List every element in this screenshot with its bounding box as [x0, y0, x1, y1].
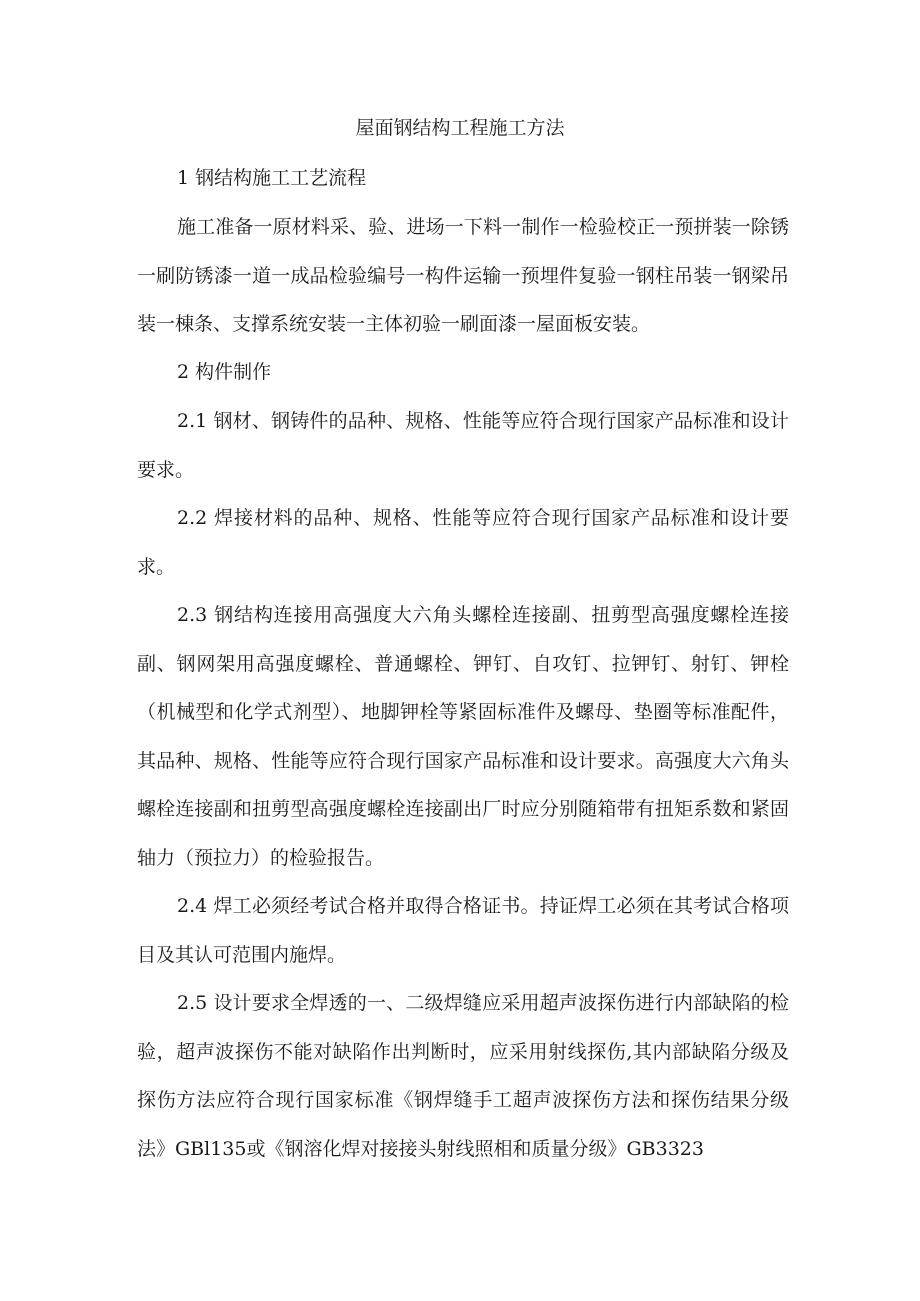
- section-2-heading: 2 构件制作: [177, 361, 272, 383]
- item-2-2: 2.2 焊接材料的品种、规格、性能等应符合现行国家产品标准和设计要求。: [137, 507, 789, 578]
- item-2-4: 2.4 焊工必须经考试合格并取得合格证书。持证焊工必须在其考试合格项目及其认可范围内施焊。: [137, 895, 789, 966]
- section-1-heading: 1 钢结构施工工艺流程: [177, 167, 367, 189]
- document-title: 屋面钢结构工程施工方法: [355, 117, 565, 139]
- item-2-3: 2.3 钢结构连接用高强度大六角头螺栓连接副、扭剪型高强度螺栓连接副、钢网架用高强度螺栓、普通螺栓、钾钉、自攻钉、拉钾钉、射钉、钾栓（机械型和化学式剂型）、地脚钾栓等紧固标准件及螺母、垫圈等标准配件，其品种、规格、性能等应符合现行国家产品标准和设计要求。高强度大六角头螺栓连接副和扭剪型高强度螺栓连接副出厂时应分别随箱带有扭矩系数和紧固轴力（预拉力）的检验报告。: [137, 604, 789, 869]
- item-2-1: 2.1 钢材、钢铸件的品种、规格、性能等应符合现行国家产品标准和设计要求。: [137, 410, 789, 481]
- section-1-body: 施工准备一原材料采、验、进场一下料一制作一检验校正一预拼装一除锈一刷防锈漆一道一成品检验编号一构件运输一预埋件复验一钢柱吊装一钢梁吊装一棟条、支撑系统安装一主体初验一刷面漆一屋面板安装。: [137, 216, 789, 335]
- item-2-5: 2.5 设计要求全焊透的一、二级焊缝应采用超声波探伤进行内部缺陷的检验，超声波探伤不能对缺陷作出判断时，应采用射线探伤,其内部缺陷分级及探伤方法应符合现行国家标准《钢焊缝手工超声波探伤方法和探伤结果分级法》GBl135或《钢溶化焊对接接头射线照相和质量分级》GB3323: [137, 992, 789, 1160]
